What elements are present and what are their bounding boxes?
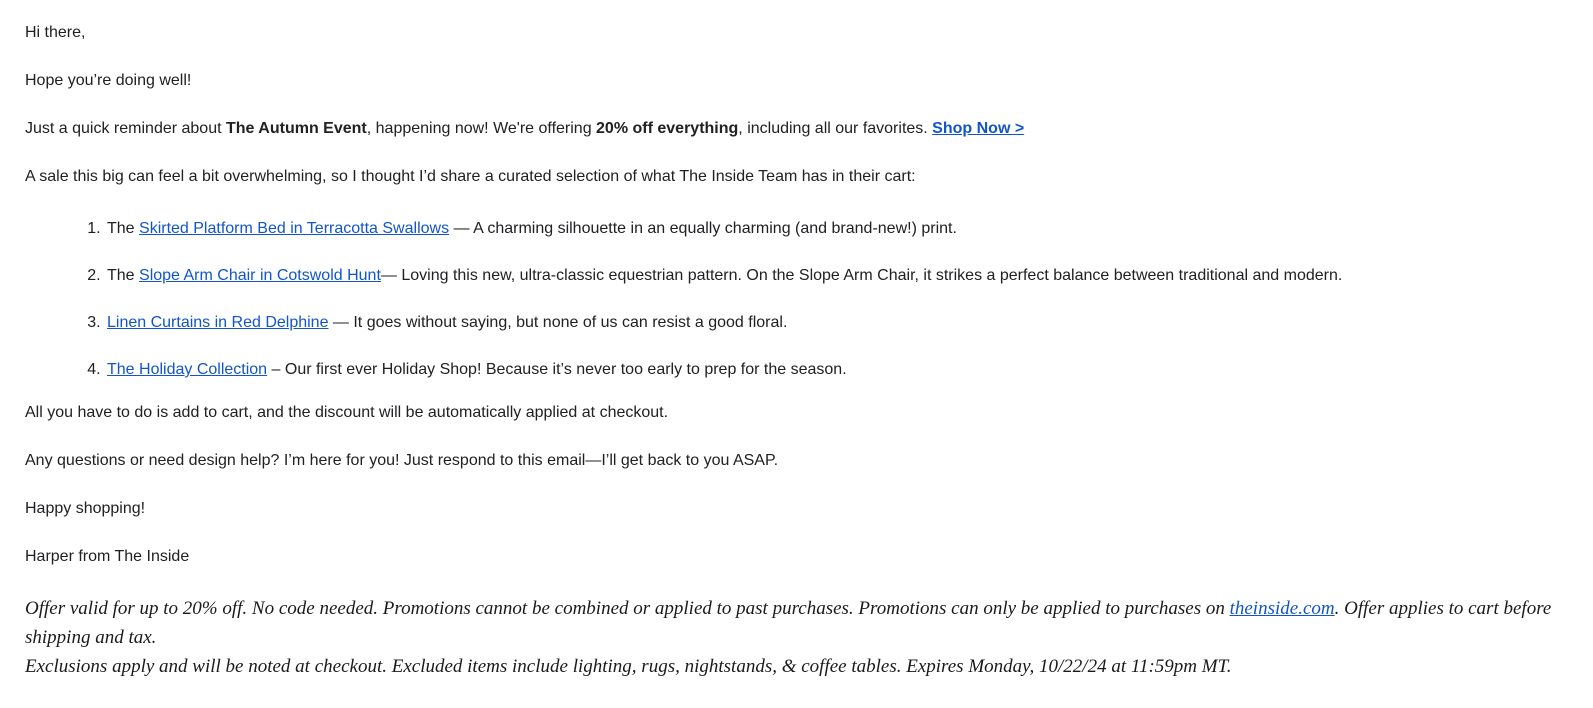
cart-list-item-1 xyxy=(105,214,1568,243)
skirted-platform-bed-link[interactable]: Skirted Platform Bed in Terracotta Swallows xyxy=(139,220,450,237)
reminder-line xyxy=(25,118,1568,140)
cart-list xyxy=(25,214,1568,384)
cart-list-item-4 xyxy=(105,355,1568,384)
questions-line: Any questions or need design help? I’m here for you! Just respond to this email—I’ll get back to you ASAP. xyxy=(25,452,779,469)
add-to-cart-line: All you have to do is add to cart, and the discount will be automatically applied at checkout. xyxy=(25,404,669,421)
item-1-description: — A charming silhouette in an equally charming (and brand-new!) print. xyxy=(449,220,957,237)
slope-arm-chair-link[interactable]: Slope Arm Chair in Cotswold Hunt xyxy=(139,267,381,284)
fine-print-text-2: . Offer applies to cart before shipping and tax. xyxy=(25,598,1552,648)
shop-now-link[interactable]: Shop Now > xyxy=(932,120,1025,137)
fine-print-text-3: Exclusions apply and will be noted at checkout. Excluded items include lighting, rugs, nightstands, & coffee tables. Expires Monday, 10/22/24 at 11:59pm MT. xyxy=(25,656,1232,677)
theinside-com-link[interactable]: theinside.com xyxy=(1229,598,1335,619)
item-2-description: — Loving this new, ultra-classic equestrian pattern. On the Slope Arm Chair, it strikes a perfect balance between traditional and modern. xyxy=(380,267,1343,284)
item-4-description: – Our first ever Holiday Shop! Because it’s never too early to prep for the season. xyxy=(267,361,847,378)
item-2-prefix: The xyxy=(107,267,140,284)
reminder-text-3: , including all our favorites. xyxy=(738,120,933,137)
reminder-text-1: Just a quick reminder about xyxy=(25,120,226,137)
item-3-description: — It goes without saying, but none of us can resist a good floral. xyxy=(328,314,788,331)
greeting-line: Hi there, xyxy=(25,24,86,41)
reminder-text-2: , happening now! We're offering xyxy=(366,120,597,137)
cart-list-item-2 xyxy=(105,261,1568,290)
autumn-event-bold: The Autumn Event xyxy=(226,120,367,137)
fine-print xyxy=(25,594,1568,681)
fine-print-text-1: Offer valid for up to 20% off. No code needed. Promotions cannot be combined or applied to past purchases. Promotions can only be applied to purchases on xyxy=(25,598,1230,619)
linen-curtains-link[interactable]: Linen Curtains in Red Delphine xyxy=(107,314,329,331)
closing-line: Happy shopping! xyxy=(25,500,146,517)
holiday-collection-link[interactable]: The Holiday Collection xyxy=(107,361,268,378)
hope-line: Hope you’re doing well! xyxy=(25,72,192,89)
cart-list-item-3 xyxy=(105,308,1568,337)
sale-intro-line: A sale this big can feel a bit overwhelming, so I thought I’d share a curated selection of what The Inside Team has in their cart: xyxy=(25,168,916,185)
signature-line: Harper from The Inside xyxy=(25,548,190,565)
discount-bold: 20% off everything xyxy=(596,120,739,137)
item-1-prefix: The xyxy=(107,220,140,237)
